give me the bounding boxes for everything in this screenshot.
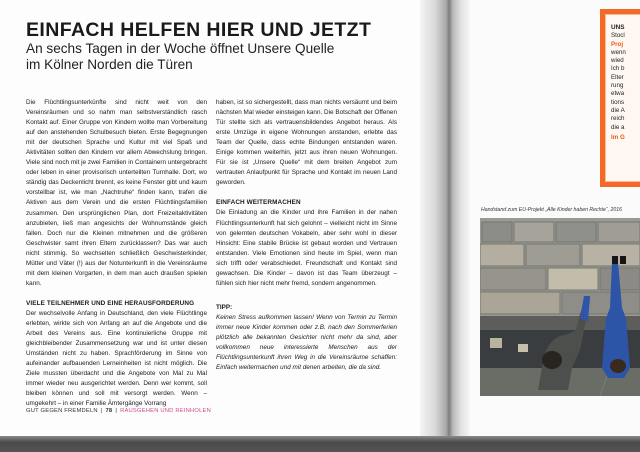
page-footer (26, 408, 211, 414)
paragraph: haben, ist so sichergestellt, dass man nichts versäumt und beim nächsten Mal wieder einsteigen kann. Die Botschaft der Offenen Tür stellte sich als vertrauensbildendes Angebot heraus. Als erste Umzüge in eigene Wohnungen anstanden, erlebte das Team der Quelle, dass echte Bindungen entstanden waren. Einige kommen weiterhin, jetzt aus ihren neuen Wohnungen. Für sie ist „Unsere Quelle“ mit dem breiten Angebot zum vertrauten Anlaufpunkt für Sprache und Kontakt im neuen Land geworden. (216, 99, 397, 187)
paragraph: Der wechselvolle Anfang in Deutschland, den viele Flüchtlinge erlebten, wirkte sich von Anfang an auf die Angebote und die Arbeit des Vereins aus. Eine kontinuierliche Gruppe mit gleichbleibender Zusammensetzung war und ist unter diesen Umständen nicht zu haben. Sprachförderung im Sinne von aufeinander aufbauenden Lerneinheiten ist nicht möglich. Die Ziele mussten überdacht und die Angebote von Mal zu Mal immer wieder neu ausgerichtet werden. Denn wer kommt, soll bleiben können und soll mit versorgt werden. Wenn – umgekehrt – in einer Familie Ämtergänge Vorrang (26, 309, 207, 408)
info-box-line: Stocl (611, 32, 625, 40)
page-subtitle: An sechs Tagen in der Woche öffnet Unsere Quelle im Kölner Norden die Türen (26, 41, 335, 72)
photo-illustration (480, 218, 640, 396)
paragraph: Die Einladung an die Kinder und ihre Familien in der nahen Flüchtlingsunterkunft hat sich gelohnt – vielleicht nicht im Sinne von gelernten deutschen Vokabeln, aber sehr wohl in dieser Hinsicht: Eine stabile Brücke ist gebaut worden und Vertrauen entstanden. Viele Emotionen sind heute im Spiel, wenn man sich trifft oder verabschiedet. Freundschaft und Kontakt sind gewachsen. Die Kinder – davon ist das Team überzeugt – fühlen sich hier nicht mehr fremd, sondern angenommen. (216, 209, 397, 287)
page-title: EINFACH HELFEN HIER UND JETZT (26, 19, 372, 41)
paragraph: Die Flüchtlingsunterkünfte sind nicht weit von den Vereinsräumen und so nahm man selbstverständlich rasch Kontakt auf. Einer Gruppe von Kindern wollte man Vorbereitung auf den anstehenden Schulbesuch bieten. Erste Begegnungen mit der deutschen Sprache und Kultur mit viel Spaß und Aktivitäten sollten den Kindern vor allem Abwechslung bringen. Viele sind noch mit je zwei Familien in Containern untergebracht oder leben in einer provisorisch unterteilten Turnhalle. Dort, wo ständig das Deckenlicht brennt, es keine Fenster gibt und kaum vorstellbar ist, wie man „Nachtruhe“ finden kann, trafen die Aktiven aus dem Verein und die ersten Flüchtlingsfamilien zusammen. Den ursprünglichen Plan, dort Freizeitaktivitäten anzubieten, ließ man angesichts der Wohnumstände gleich fallen. Doch nur die Kleinen mitnehmen und die größeren Geschwister samt ihren Eltern zurücklassen? Das war auch nicht stimmig. So wechselten schließlich Geschwisterkinder, Mütter und Väter (!) aus der Notunterkunft in die Vereinsräume mit dem kleinen Vorgarten, in dem man auch draußen spielen kann. (26, 99, 207, 287)
info-box-title: UNS (611, 24, 625, 31)
info-box-line: die a (611, 123, 625, 131)
photo-caption: Handstand zum EU-Projekt „Alle Kinder haben Rechte“, 2016 (481, 207, 623, 213)
page-number: 78 (105, 408, 113, 414)
scan-bottom-edge (0, 436, 640, 452)
info-box-line: Elter (611, 73, 624, 81)
footer-section: RAUSGEHEN UND REINHOLEN (120, 408, 212, 414)
info-box-line: Im G (611, 133, 625, 141)
info-box-line: Ich b (611, 65, 625, 73)
info-box-line: rung (611, 82, 624, 90)
section-heading: EINFACH WEITERMACHEN (216, 199, 301, 207)
info-box-line: wied (611, 57, 624, 65)
footer-separator: | (115, 408, 118, 414)
text-column-2 (216, 98, 397, 373)
info-box-line: die A (611, 106, 625, 114)
info-box-line: reich (611, 115, 625, 123)
book-gutter (420, 0, 470, 436)
text-column-1 (26, 98, 207, 409)
info-box (600, 9, 640, 187)
info-box-line: etwa (611, 90, 625, 98)
photo-handstand (480, 218, 640, 396)
section-heading: VIELE TEILNEHMER UND EINE HERAUSFORDERUNG (26, 299, 195, 307)
info-box-text (611, 24, 626, 142)
info-box-line: tions (611, 98, 625, 106)
info-box-line: Proj (611, 40, 624, 48)
tip-heading: TIPP: (216, 303, 233, 311)
tip-text: Keinen Stress aufkommen lassen! Wenn von Termin zu Termin immer neue Kinder kommen oder z.B. nach den Sommerferien plötzlich alle bekannten Gesichter nicht mehr da sind, aber vollkommen neue interessierte Menschen aus der Flüchtlingsunterkunft ihren Weg in die Vereinsräume schaffen: Einfach weitermachen und mit denen arbeiten, die da sind. (216, 313, 397, 372)
footer-separator: | (100, 408, 103, 414)
info-box-line: wenn (611, 48, 626, 56)
footer-book-title: GUT GEGEN FREMDELN (26, 408, 98, 414)
